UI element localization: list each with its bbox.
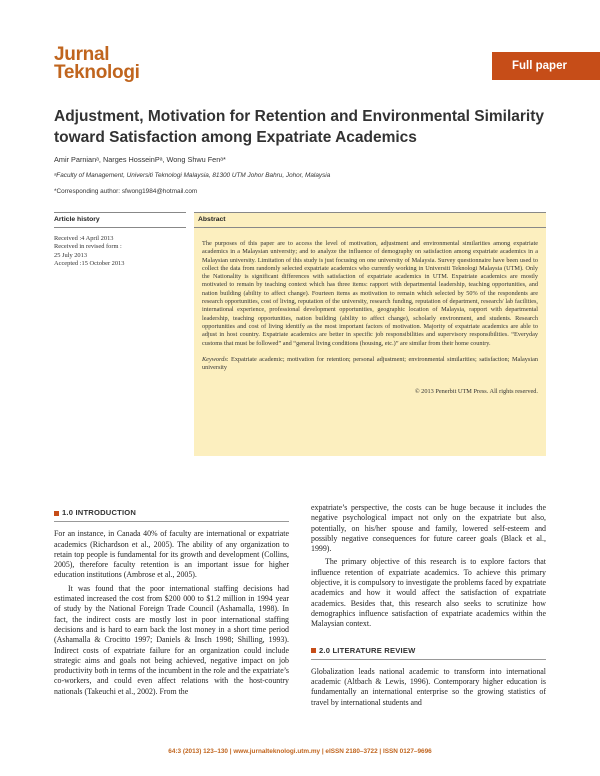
corresponding-author: *Corresponding author: sfwong1984@hotmail.com [54,188,198,195]
section-heading-introduction [54,506,289,522]
keywords [202,356,538,373]
right-column [311,503,546,708]
intro-paragraph-2: It was found that the poor international staffing decisions had estimated increased the cost from $200 000 to $1.2 million in 1994 year of study by the National Foreign Trade Council (Ashamalla, 1998). In fact, the indirect costs are mostly lost in poor international staffing decisions and is hard to earn back the lost money in a short time period (Ashamalla & Crocitto 1997; Daniels & Insch 1998; Shilling, 1993). Indirect costs of expatriate failure for an organization could include strategic aims and goals not being achieved, negative impact on job productivity both in terms of the incumbent in the role and the expatriate’s co-workers, and could even affect relations with the host-country nationals (Takeuchi et al., 2002). From the [54,583,289,696]
keywords-label: Keywords [202,355,227,363]
affiliation: ᵃFaculty of Management, Universiti Teknologi Malaysia, 81300 UTM Johor Bahru, Johor, Malaysia [54,172,331,179]
copyright: © 2013 Penerbit UTM Press. All rights reserved. [414,388,538,396]
left-column [54,506,289,697]
right-paragraph-2: The primary objective of this research is to explore factors that influence retention of expatriate academics. To achieve this primary objective, it is compulsory to investigate the problems faced by expatriate academics and how it would affect the satisfaction of expatriate academics. Besides that, this research also seeks to scrutinize how demographics influence satisfaction of expatriate academics within the Malaysian context. [311,557,546,629]
history-line: Received :4 April 2013 [54,235,114,242]
lit-paragraph-1: Globalization leads national academic to transform into international academic (Altbach & Lewis, 1996). Contemporary higher education is fundamentally an international enterprise so the growing statistics of travel by international students and [311,666,546,707]
journal-logo-line1: Jurnal [54,44,110,65]
history-line: Received in revised form : [54,243,122,251]
right-paragraph-1: expatriate’s perspective, the costs can be huge because it includes the negative psychological impact not only on the expatriate but also, potentially, on his/her spouse and family, lowered self-esteem and possibly negative consequences for future career goals (Black et al., 1999). [311,503,546,554]
journal-logo [54,46,140,82]
page-footer: 64:3 (2013) 123–130 | www.jurnalteknologi.utm.my | eISSN 2180–3722 | ISSN 0127–9696 [168,748,432,755]
article-history [54,212,186,442]
paper-title: Adjustment, Motivation for Retention and Environmental Similarity toward Satisfaction among Expatriate Academics [54,108,545,146]
abstract-heading: Abstract [194,212,546,228]
section-heading-text: 1.0 INTRODUCTION [62,508,137,517]
section-heading-literature-review [311,644,546,660]
section-square-icon [311,648,316,653]
section-heading-text: 2.0 LITERATURE REVIEW [319,645,416,655]
abstract-text: The purposes of this paper are to access the level of motivation, adjustment and environmental similarities among expatriate academics in a Malaysian university; and to analyze the influence of demography on satisfaction among expatriate academics in a Malaysian university. Limitation of this study is just focusing on one university of Malaysia. Survey questionnaire have been used to collect the data from randomly selected expatriate academics who currently working in Universiti Teknologi Malaysia (UTM). Only the Nationality is significant differences with satisfaction of expatriate academics in UTM. Expatriate academics are mostly motivated to remain by teaching context which has three items: rapport with departmental leadership, teaching opportunities, and nation building (ability to affect change). Fourteen items as motivation to remain which selected by 50% of the respondents are research opportunities, cost of living, reputation of the university, research funding, reputation of department, research/ lab facilities, international experience, professional development opportunities, geographic location of Malaysia, rapport with departmental leadership, teaching opportunities, nation building (ability to affect change), scholarly environment, and students. Research opportunities and cost of living identify as the most important factors of motivation. Majority of expatriate academics are able to adjust in host country. Expatriate academics are better in specific job responsibilities and supervisory responsibilities. “Everyday customs that must be followed” and “general living conditions (housing, etc.)” are similar from their home country. [202,240,538,347]
keywords-list: : Expatriate academic; motivation for retention; personal adjustment; environmental similarities; satisfaction; Malaysian university [202,355,538,372]
section-square-icon [54,511,59,516]
authors: Amir Parnianᵃ, Narges HosseinPᵃ, Wong Shwu Fenᵃ* [54,155,226,164]
article-history-heading: Article history [54,212,186,228]
journal-logo-line2: Teknologi [54,62,140,83]
intro-paragraph-1: For an instance, in Canada 40% of faculty are international or expatriate academics (Richardson et al., 2005). The ability of any organization to retain top people is fundamental for its growth and development (Collins, 2005), therefore faculty retention is an important issue for higher education institutions (Ambrose et al., 2005). [54,529,289,580]
history-line: 25 July 2013 [54,251,88,259]
abstract-box [194,212,546,456]
full-paper-badge: Full paper [492,52,600,80]
history-line: Accepted :15 October 2013 [54,260,125,268]
article-history-body [54,228,186,269]
